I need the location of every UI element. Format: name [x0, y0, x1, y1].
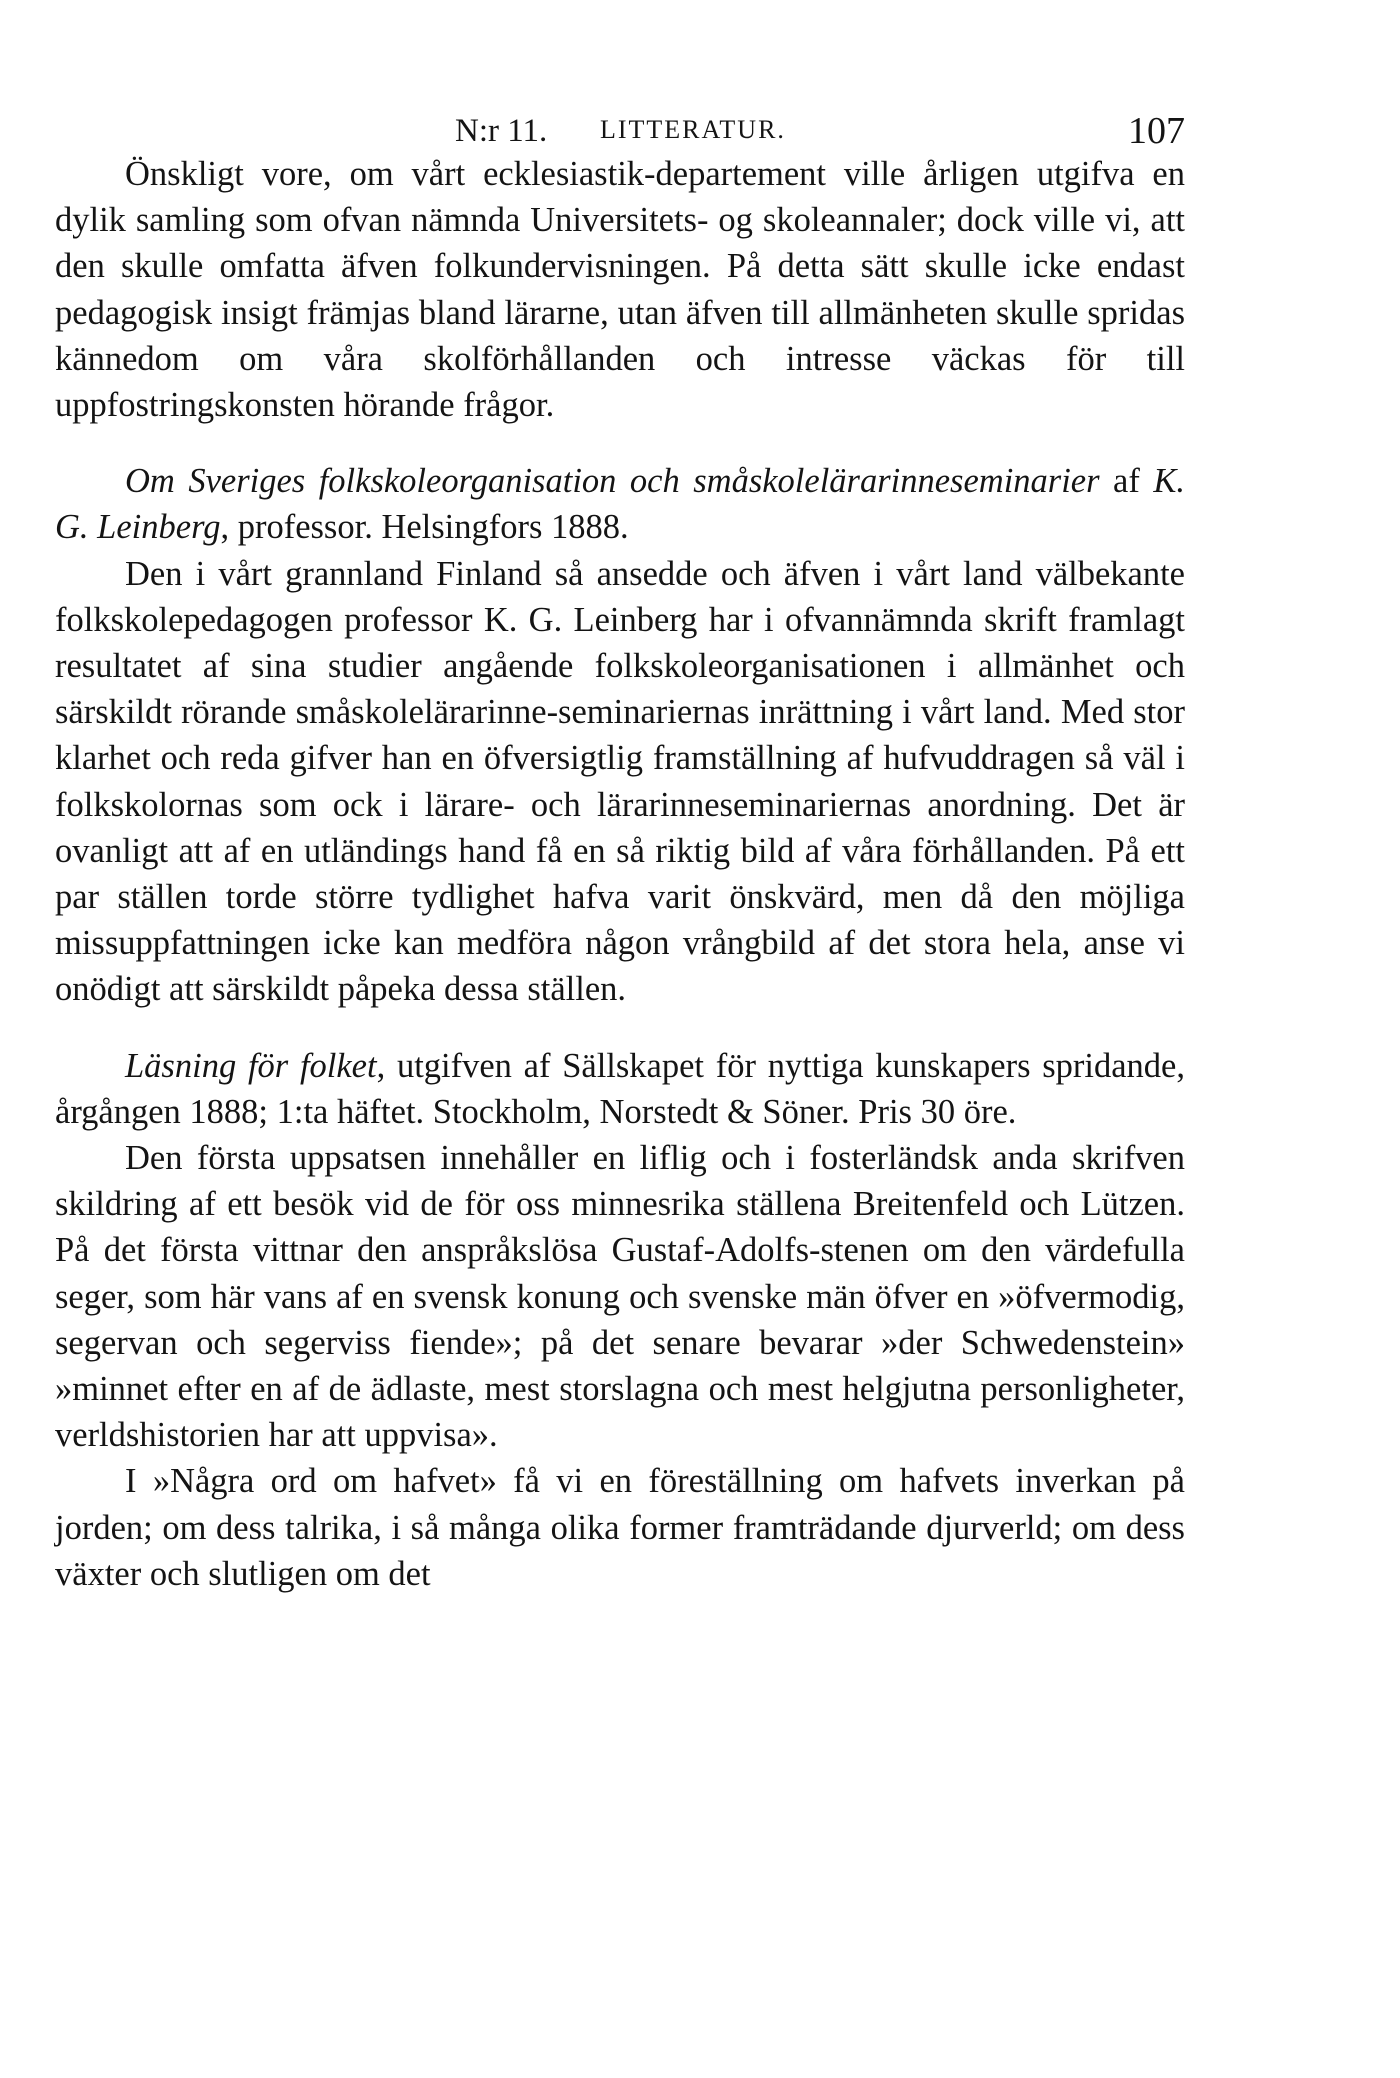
section-title: LITTERATUR.	[600, 115, 786, 144]
page-header	[55, 95, 1185, 151]
review-2-details: , utgifven af Sällskapet för nyttiga kunskapers spridande, årgången 1888; 1:ta häftet. Stockholm, Norstedt & Söner. Pris 30 öre.	[55, 1046, 1185, 1131]
document-page	[55, 95, 1185, 1597]
review-1-citation	[55, 458, 1185, 550]
review-1-title: Om Sveriges folkskoleorganisation och småskolelärarinneseminarier	[125, 462, 1100, 501]
review-1-author: K. G. Leinberg	[55, 462, 1185, 547]
review-1-af: af	[1099, 462, 1154, 501]
page-number: 107	[1128, 110, 1185, 152]
review-2-body-1: Den första uppsatsen innehåller en liflig och i fosterländsk anda skrifven skildring af ett besök vid de för oss minnesrika ställena Breitenfeld och Lützen. På det första vittnar den anspråkslösa Gustaf-Adolfs-stenen om den värdefulla seger, som här vans af en svensk konung och svenske män öfver en »öfvermodig, segervan och segerviss fiende»; på det senare bevarar »der Schwedenstein» »minnet efter en af de ädlaste, mest storslagna och mest helgjutna personligheter, verldshistorien har att uppvisa».	[55, 1139, 1185, 1455]
review-1-details: , professor. Helsingfors 1888.	[220, 508, 629, 547]
review-2-citation	[55, 1043, 1185, 1135]
issue-number: N:r 11.	[455, 113, 548, 149]
review-2-body-2: I »Några ord om hafvet» få vi en föreställning om hafvets inverkan på jorden; om dess talrika, i så många olika former framträdande djurverld; om dess växter och slutligen om det	[55, 1462, 1185, 1593]
review-1-body: Den i vårt grannland Finland så ansedde och äfven i vårt land välbekante folkskolepedagogen professor K. G. Leinberg har i ofvannämnda skrift framlagt resultatet af sina studier angående folkskoleorganisationen i allmänhet och särskildt rörande småskolelärarinne-seminariernas inrättning i vårt land. Med stor klarhet och reda gifver han en öfversigtlig framställning af hufvuddragen så väl i folkskolornas som ock i lärare- och lärarinneseminariernas anordning. Det är ovanligt att af en utländings hand få en så riktig bild af våra förhållanden. På ett par ställen torde större tydlighet hafva varit önskvärd, men då den möjliga missuppfattningen icke kan medföra någon vrångbild af det stora hela, anse vi onödigt att särskildt påpeka dessa ställen.	[55, 554, 1185, 1009]
intro-paragraph: Önskligt vore, om vårt ecklesiastik-departement ville årligen utgifva en dylik samling som ofvan nämnda Universitets- og skoleannaler; dock ville vi, att den skulle omfatta äfven folkundervisningen. På detta sätt skulle icke endast pedagogisk insigt främjas bland lärarne, utan äfven till allmänheten skulle spridas kännedom om våra skolförhållanden och intresse väckas för till uppfostringskonsten hörande frågor.	[55, 155, 1185, 425]
review-2-title: Läsning för folket	[125, 1046, 377, 1085]
